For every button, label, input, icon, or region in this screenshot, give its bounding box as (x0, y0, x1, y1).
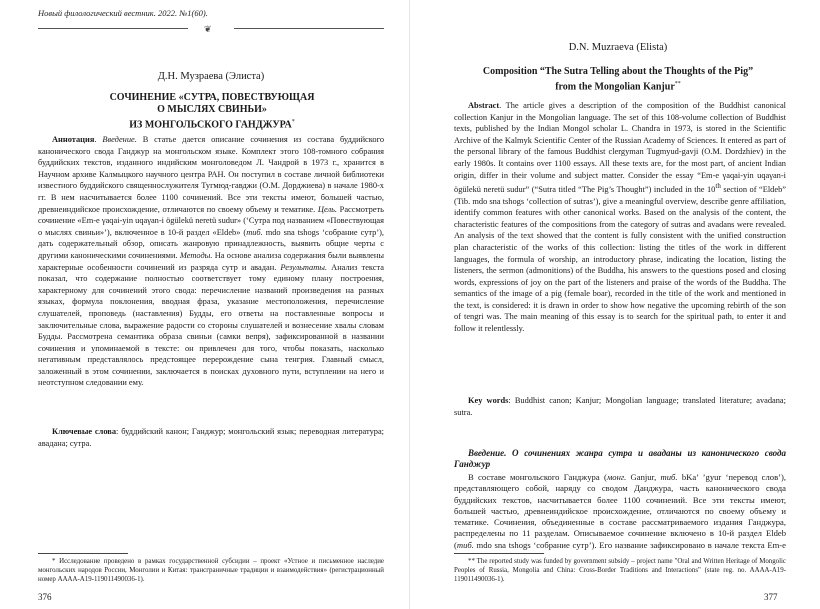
section-heading: Введение. О сочинениях жанра сутра и аваданы из канонического свода Ганджур (454, 448, 786, 469)
abstract-ru: Аннотация. Введение. В статье дается описание сочинения из состава буддийского канонического свода Ганджур на монгольском языке. Комплект этого 108-томного собрания буддийских текстов, изданного индийским монголоведом Л. Чандрой в 1973 г., хранится в Научном архиве Калмыцкого научного центра РАН. Он поступил в составе личной библиотеки известного буддийского священнослужителя Тугмюд-гавджи (О.М. Дорджиева) в начале 1980-х гг. В нем насчитывается более 1100 сочинений. Все эти тексты имеют, большей частью, древнеиндийское происхождение, отличаются по своему объему и тематике. Цель. Рассмотреть сочинение «Em-e γaqai-yin uqaγan-i ögülekü neretü sudur» (‘Сутра под названием «Повествующая о мыслях свиньи»’), включенное в 10-й раздел «Eldeb» (тиб. mdo sna tshogs ‘собрание сутр’), дать содержательный обзор, описать жанровую принадлежность, выявить общие черты с другими каноническими сочинениями. Методы. На основе анализа содержания были выявлены характерные особенности сочинений из разряда сутр и авадан. Результаты. Анализ текста показал, что содержание полностью соответствует тому единому плану построения, характерному для сочинений этого свода: перечисление названий произведения на разных языках, формула поклонения, вводная фраза, указание местоположения, перечисление слушателей, проповедь (наставления) Будды, его ответы на поставленные вопросы и заключительные слова, выражение радости со стороны слушателей и вознесение хвалы словам Будды. Рассмотрена семантика образа свиньи (самки вепря), зафиксированной в названии сочинения и упоминаемой в тексте: он привлечен для того, чтобы показать, насколько негативным представлялось предстоящее перерождение сына тенгрия. Главный смысл, заложенный в этом сочинении, заключается в поисках духовного пути, вступлении на него и неотступном следовании ему. (38, 135, 384, 388)
page-number-right: 377 (764, 592, 778, 602)
title-line-3: ИЗ МОНГОЛЬСКОГО ГАНДЖУРА* (129, 119, 295, 131)
keywords-ru: Ключевые слова: буддийский канон; Ганджур; монгольский язык; переводная литература; авадана; сутра. (38, 427, 384, 448)
title-line-1: СОЧИНЕНИЕ «СУТРА, ПОВЕСТВУЮЩАЯ (109, 92, 315, 103)
title-footnote-mark[interactable]: ** (674, 81, 681, 87)
footnote-en: ** The reported study was funded by government subsidy – project name "Oral and Written Heritage of Mongolic Peoples of Russia, Mongolia and China: Cross-Border Traditions and Interactions" (state reg. no. AAAA-A19-119011490036-1). (454, 558, 786, 583)
section-body: В составе монгольского Ганджура (монг. Ganjur, тиб. bKa’ ’gyur ‘перевод слов’), представляющего собой, наряду со сводом Данджура, часть канонического свода буддийских текстов, насчитывается более 1100 сочинений. Все эти тексты имеют, большей частью, древнеиндийское происхождение, отличаются по своему объему и тематике. Сочинения, объединенные в составе рассматриваемого издания Ганджура, распределены по 11 разделам. Описываемое сочинение включено в 10-й раздел Eldeb (тиб. mdo sna tshogs ‘собрание сутр’). Его название зафиксировано в начале текста Em-e (454, 472, 786, 550)
keywords-label: Key words (468, 396, 509, 405)
ornament-line-left (38, 28, 188, 29)
title-footnote-mark[interactable]: * (291, 119, 295, 125)
page-right (410, 0, 820, 609)
author-en: D.N. Muzraeva (Elista) (568, 42, 668, 53)
abstract-label: Abstract (468, 101, 500, 110)
title-line-1: Composition “The Sutra Telling about the Thoughts of the Pig” (482, 66, 754, 77)
ornament-flourish-icon: ❦ (204, 24, 212, 34)
title-line-2: from the Mongolian Kanjur** (555, 81, 681, 93)
keywords-en: Key words: Buddhist canon; Kanjur; Mongolian language; translated literature; avadana; sutra. (454, 396, 786, 417)
keywords-label: Ключевые слова (52, 427, 117, 436)
header-ornament (38, 24, 384, 34)
footnote-rule (454, 553, 544, 554)
footnote-rule (38, 553, 128, 554)
ornament-line-right (234, 28, 384, 29)
article-title-ru (70, 92, 354, 131)
article-title-en (448, 66, 788, 93)
footnote-ru: * Исследование проведено в рамках государственной субсидии – проект «Устное и письменное наследие монгольских народов России, Монголии и Китая: трансграничные традиции и взаимодействия» (регистрационный номер АААА-А19-119011490036-1). (38, 558, 384, 583)
journal-header: Новый филологический вестник. 2022. №1(60). (38, 8, 208, 18)
author-ru: Д.Н. Музраева (Элиста) (157, 71, 265, 82)
abstract-en: Abstract. The article gives a description of the composition of the Buddhist canonical collection Kanjur in the Mongolian language. The set of this 108-volume collection of Buddhist texts, published by the Indian Mongol scholar L. Chandra in 1973, is stored in the Scientific Archive of the Kalmyk Scientific Center of the Russian Academy of Sciences. It entered as part of the personal library of the famous Buddhist clergyman Tugmyud-gavji (O.M. Dordzhiev) in the early 1980s. It contains over 1100 essays. All these texts are, for the most part, of ancient Indian origin, differ in their volume and subject matter. Consider the essay “Em-e γaqai-yin uqaγan-i ögülekü neretü sudur” (“Sutra titled “The Pig’s Thought”) included in the 10th section of “Eldeb” (Tib. mdo sna tshogs ‘collection of sutras’), give a meaningful overview, describe genre affiliation, identify common features with other canonical works. Based on the analysis of the content, the characteristic features of the compositions from the category of sutras and avadans were revealed. An analysis of the text showed that the content is fully consistent with the unified construction plan characteristic of the works of this collection: listing the titles of the work in different languages, the formula of worship, an introductory phrase, indicating the location, listing the listeners, the sermon (admonitions) of the Buddha, his answers to the questions posed and closing words, expressions of joy on the part of the listeners and praise of the words of the Buddha. The semantics of the image of a pig (female boar), recorded in the title of the work and mentioned in the text, is considered: it is drawn in order to show how negative the upcoming rebirth of the son of tengri was. The main meaning of this essay is to search for the spiritual path, to enter it and follow it relentlessly. (454, 101, 786, 334)
page-number-left: 376 (38, 592, 52, 602)
abstract-label: Аннотация (52, 135, 95, 144)
title-line-2: О МЫСЛЯХ СВИНЬИ» (157, 104, 267, 115)
